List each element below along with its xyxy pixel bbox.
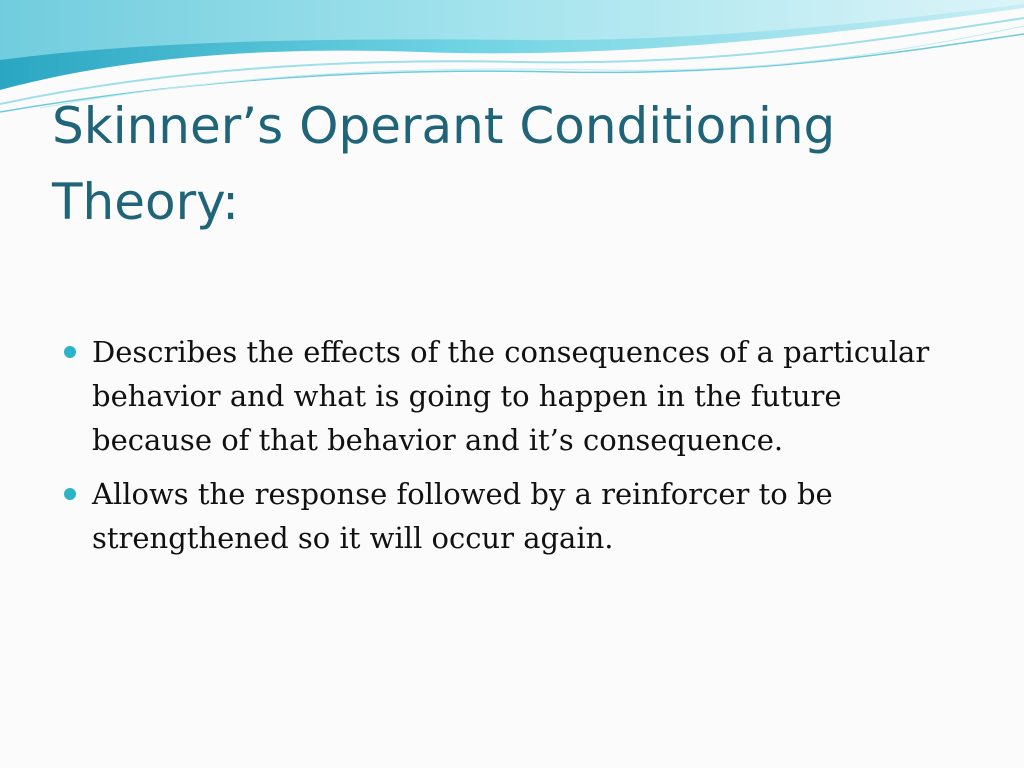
slide-title: Skinner’s Operant Conditioning Theory: xyxy=(52,97,836,231)
bullet-text: Allows the response followed by a reinforcer to be strengthened so it will occur again. xyxy=(92,477,833,555)
bullet-dot-icon xyxy=(64,488,76,500)
bullet-text: Describes the effects of the consequences of a particular behavior and what is going to happen in the future because of that behavior and it’s consequence. xyxy=(92,335,930,457)
bullet-dot-icon xyxy=(64,346,76,358)
bullet-list xyxy=(60,330,970,570)
bullet-item xyxy=(60,330,970,462)
bullet-item xyxy=(60,472,970,560)
